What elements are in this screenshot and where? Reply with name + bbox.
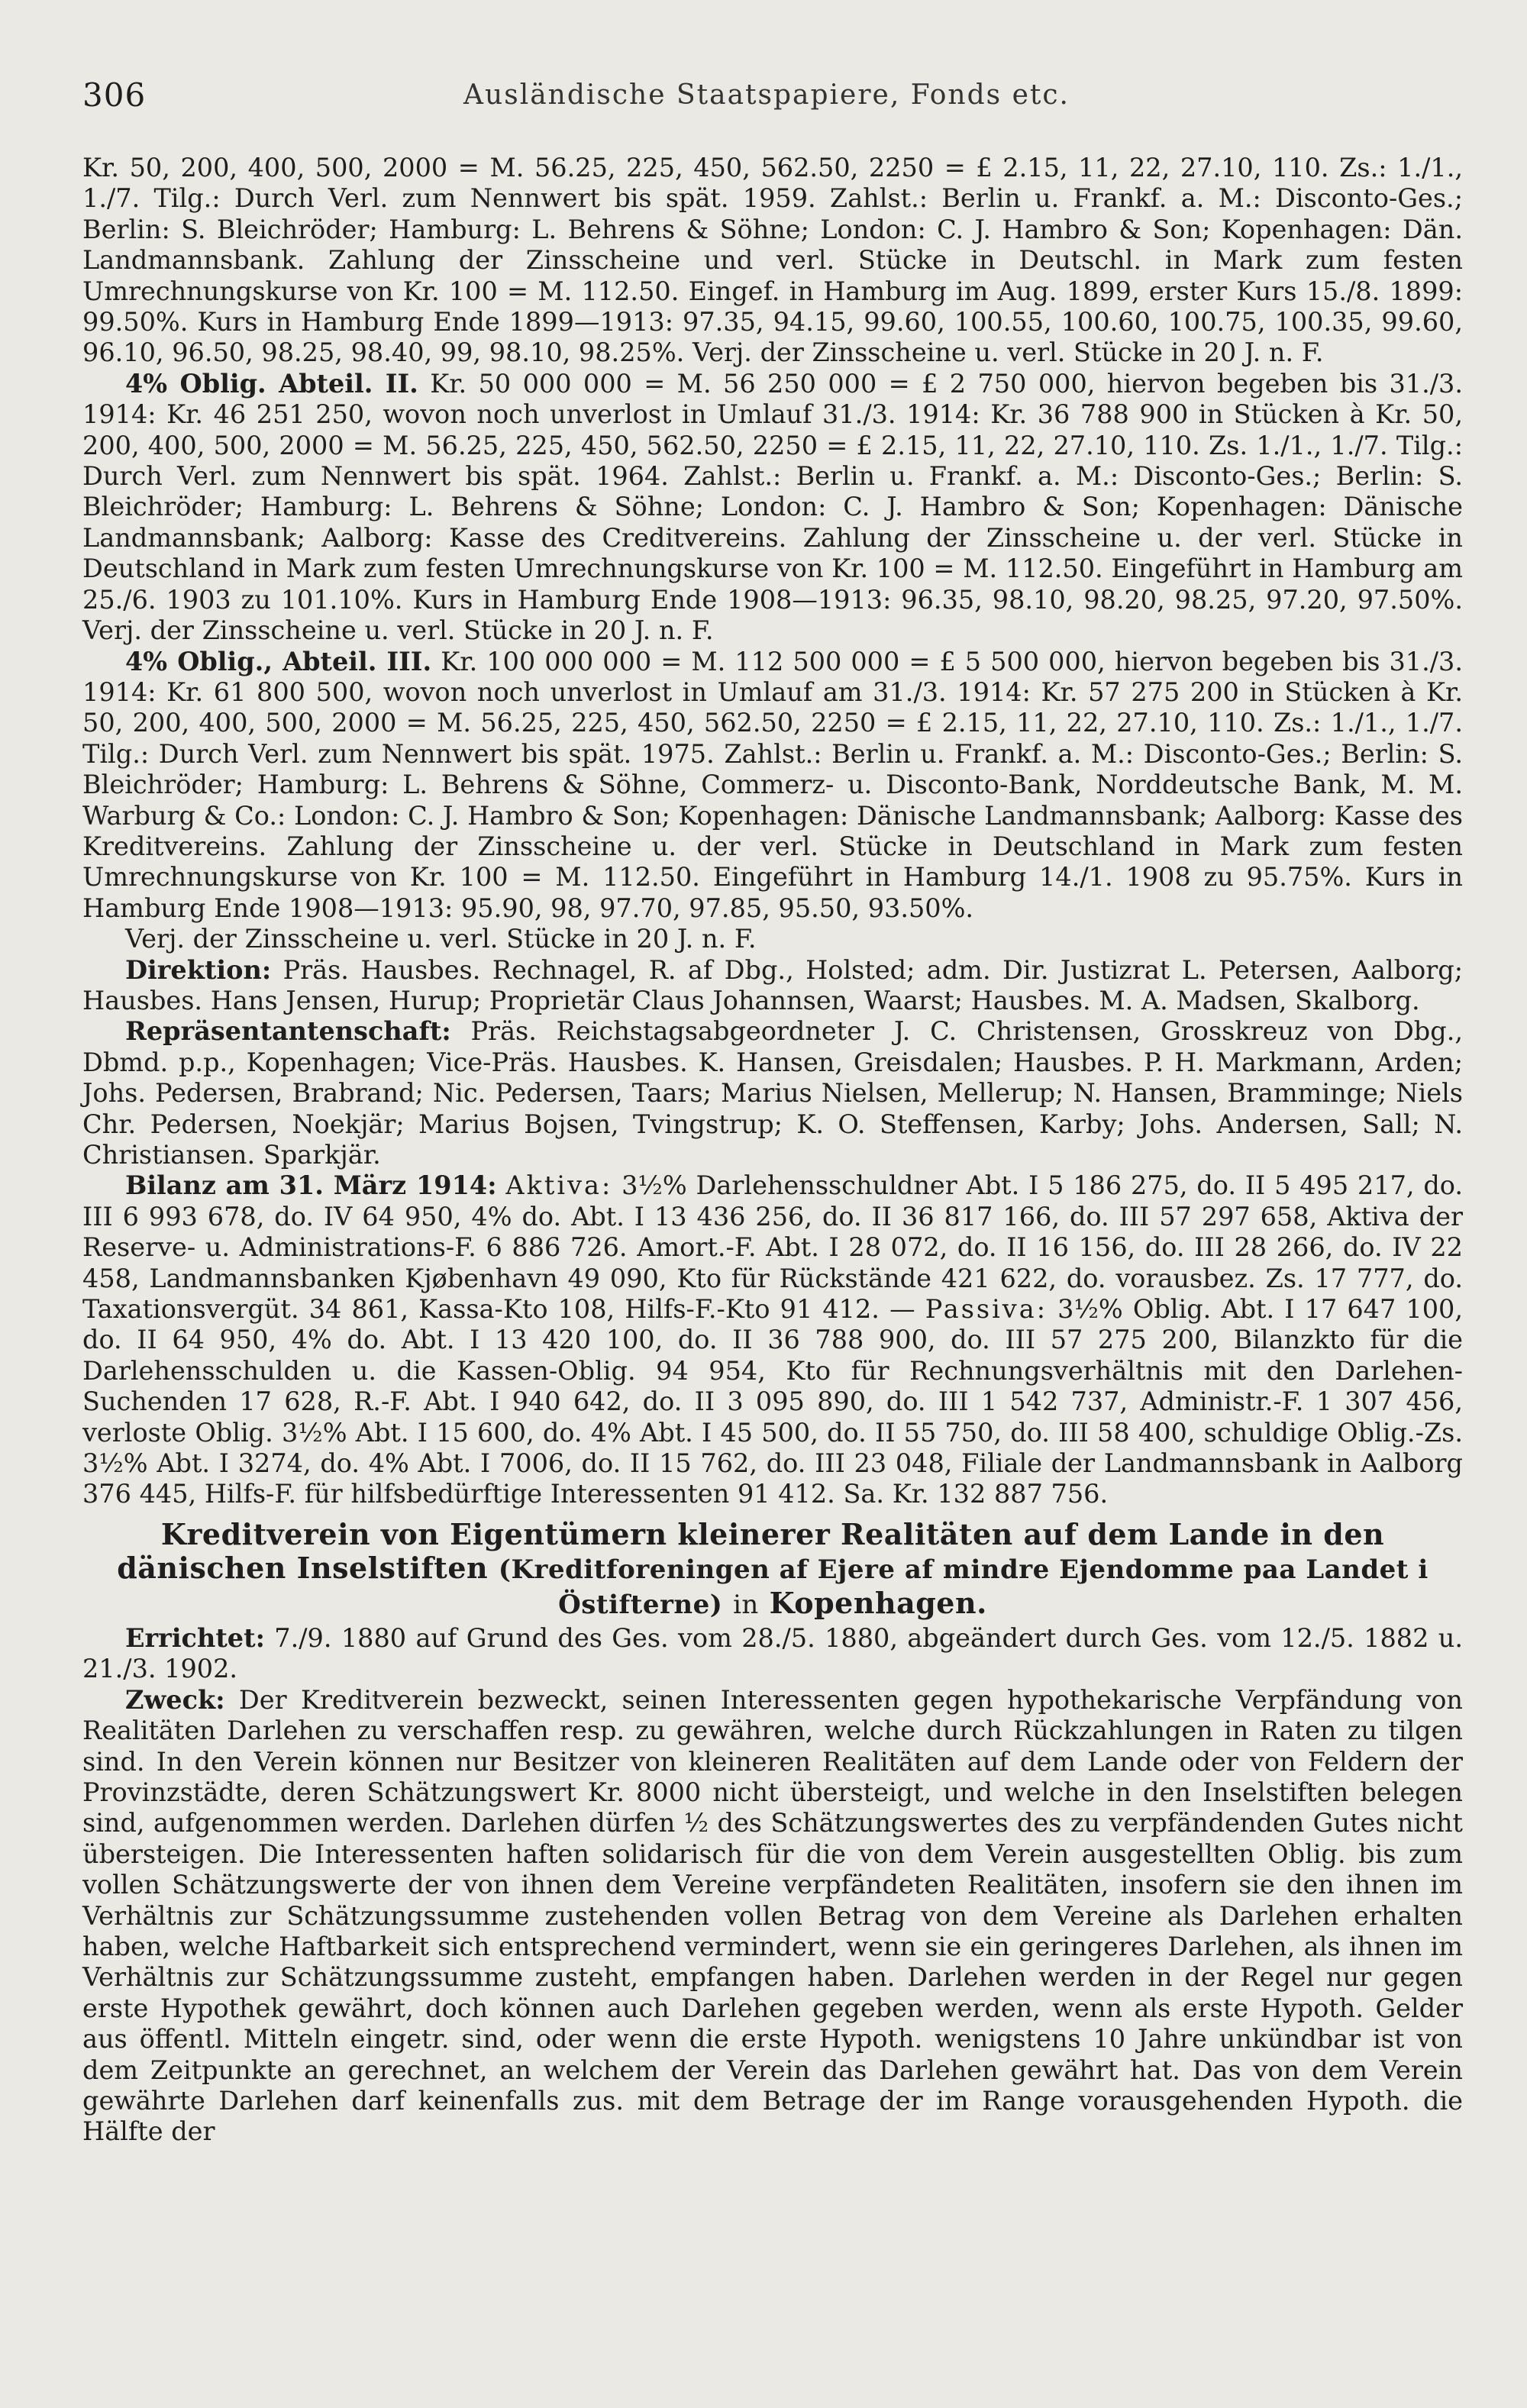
passiva-label: Passiva:: [925, 1294, 1048, 1325]
errichtet-text: 7./9. 1880 auf Grund des Ges. vom 28./5. 1880, abgeändert durch Ges. vom 12./5. 1882 u. 21./3. 1902.: [82, 1622, 1463, 1684]
direktion-paragraph: [82, 955, 1463, 1017]
oblig-abteil-2-paragraph: [82, 369, 1463, 647]
page-body: [82, 153, 1463, 2148]
passiva-text: 3½% Oblig. Abt. I 17 647 100, do. II 64 950, 4% do. Abt. I 13 420 100, do. II 36 788 900, do. III 57 275 200, Bilanzkto für die Darlehensschulden u. die Kassen-Oblig. 94 954, Kto für Rechnungsverhältnis mit den Darlehen-Suchenden 17 628, R.-F. Abt. I 940 642, do. II 3 095 890, do. III 1 542 737, Administr.-F. 1 307 456, verloste Oblig. 3½% Abt. I 15 600, do. 4% Abt. I 45 500, do. II 55 750, do. III 58 400, schuldige Oblig.-Zs. 3½% Abt. I 3274, do. 4% Abt. I 7006, do. II 15 762, do. III 23 048, Filiale der Landmannsbank in Aalborg 376 445, Hilfs-F. für hilfsbedürftige Interessenten 91 412. Sa. Kr. 132 887 756.: [82, 1294, 1464, 1509]
page-number: 306: [82, 76, 147, 114]
page-header: [82, 76, 1451, 122]
direktion-text: Präs. Hausbes. Rechnagel, R. af Dbg., Holsted; adm. Dir. Justizrat L. Petersen, Aalborg; Hausbes. Hans Jensen, Hurup; Proprietär Claus Johannsen, Waarst; Hausbes. M. A. Madsen, Skalborg.: [82, 954, 1463, 1015]
bilanz-label: Bilanz am 31. März 1914:: [125, 1170, 497, 1201]
zweck-paragraph: [82, 1685, 1463, 2148]
oblig-abteil-3-text: Kr. 100 000 000 = M. 112 500 000 = £ 5 500 000, hiervon begeben bis 31./3. 1914: Kr. 61 800 500, wovon noch unverlost in Umlauf am 31./3. 1914: Kr. 57 275 200 in Stücken à Kr. 50, 200, 400, 500, 2000 = M. 56.25, 225, 450, 562.50, 2250 = £ 2.15, 11, 22, 27.10, 110. Zs.: 1./1., 1./7. Tilg.: Durch Verl. zum Nennwert bis spät. 1975. Zahlst.: Berlin u. Frankf. a. M.: Disconto-Ges.; Berlin: S. Bleichröder; Hamburg: L. Behrens & Söhne, Commerz- u. Disconto-Bank, Norddeutsche Bank, M. M. Warburg & Co.: London: C. J. Hambro & Son; Kopenhagen: Dänische Landmannsbank; Aalborg: Kasse des Kreditvereins. Zahlung der Zinsscheine u. der verl. Stücke in Deutschland in Mark zum festen Umrechnungskurse von Kr. 100 = M. 112.50. Eingeführt in Hamburg 14./1. 1908 zu 95.75%. Kurs in Hamburg Ende 1908—1913: 95.90, 98, 97.70, 97.85, 95.50, 93.50%.: [82, 646, 1463, 923]
zweck-text: Der Kreditverein bezweckt, seinen Interessenten gegen hypothekarische Verpfändung von Realitäten Darlehen zu verschaffen resp. zu gewähren, welche durch Rückzahlungen in Raten zu tilgen sind. In den Verein können nur Besitzer von kleineren Realitäten auf dem Lande oder von Feldern der Provinzstädte, deren Schätzungswert Kr. 8000 nicht übersteigt, und welche in den Inselstiften belegen sind, aufgenommen werden. Darlehen dürfen ½ des Schätzungswertes des zu verpfändenden Gutes nicht übersteigen. Die Interessenten haften solidarisch für die von dem Verein ausgestellten Oblig. bis zum vollen Schätzungswerte der von ihnen dem Vereine verpfändeten Realitäten, insofern sie den ihnen im Verhältnis zur Schätzungssumme zustehenden vollen Betrag von dem Vereine als Darlehen erhalten haben, welche Haftbarkeit sich entsprechend vermindert, wenn sie ein geringeres Darlehen, als ihnen im Verhältnis zur Schätzungssumme zusteht, empfangen haben. Darlehen werden in der Regel nur gegen erste Hypothek gewährt, doch können auch Darlehen gegeben werden, wenn als erste Hypoth. Gelder aus öffentl. Mitteln eingetr. sind, oder wenn die erste Hypoth. wenigstens 10 Jahre unkündbar ist von dem Zeitpunkte an gerechnet, an welchem der Verein das Darlehen gewährt hat. Das von dem Verein gewährte Darlehen darf keinenfalls zus. mit dem Betrage der im Range vorausgehenden Hypoth. die Hälfte der: [82, 1684, 1463, 2147]
kreditverein-heading: [82, 1518, 1463, 1622]
repraesentantenschaft-label: Repräsentantenschaft:: [125, 1016, 451, 1047]
repraesentantenschaft-text: Präs. Reichstagsabgeordneter J. C. Christensen, Grosskreuz von Dbg., Dbmd. p.p., Kopenhagen; Vice-Präs. Hausbes. K. Hansen, Greisdalen; Hausbes. P. H. Markmann, Arden; Johs. Pedersen, Brabrand; Nic. Pedersen, Taars; Marius Nielsen, Mellerup; N. Hansen, Bramminge; Niels Chr. Pedersen, Noekjär; Marius Bojsen, Tvingstrup; K. O. Steffensen, Karby; Johs. Andersen, Sall; N. Christiansen. Sparkjär.: [82, 1016, 1463, 1170]
errichtet-paragraph: [82, 1623, 1463, 1685]
kreditverein-title-in: in: [733, 1589, 759, 1620]
intro-paragraph: Kr. 50, 200, 400, 500, 2000 = M. 56.25, 225, 450, 562.50, 2250 = £ 2.15, 11, 22, 27.10, 110. Zs.: 1./1., 1./7. Tilg.: Durch Verl. zum Nennwert bis spät. 1959. Zahlst.: Berlin u. Frankf. a. M.: Disconto-Ges.; Berlin: S. Bleichröder; Hamburg: L. Behrens & Söhne; London: C. J. Hambro & Son; Kopenhagen: Dän. Landmannsbank. Zahlung der Zinsscheine und verl. Stücke in Deutschl. in Mark zum festen Umrechnungskurse von Kr. 100 = M. 112.50. Eingef. in Hamburg im Aug. 1899, erster Kurs 15./8. 1899: 99.50%. Kurs in Hamburg Ende 1899—1913: 97.35, 94.15, 99.60, 100.55, 100.60, 100.75, 100.35, 99.60, 96.10, 96.50, 98.25, 98.40, 99, 98.10, 98.25%. Verj. der Zinsscheine u. verl. Stücke in 20 J. n. F.: [82, 153, 1463, 368]
aktiva-label: Aktiva:: [505, 1170, 613, 1201]
aktiva-text: 3½% Darlehensschuldner Abt. I 5 186 275, do. II 5 495 217, do. III 6 993 678, do. IV 64 950, 4% do. Abt. I 13 436 256, do. II 36 817 166, do. III 57 297 658, Aktiva der Reserve- u. Administrations-F. 6 886 726. Amort.-F. Abt. I 28 072, do. II 16 156, do. III 28 266, do. IV 22 458, Landmannsbanken Kjøbenhavn 49 090, Kto für Rückstände 421 622, do. vorausbez. Zs. 17 777, do. Taxationsvergüt. 34 861, Kassa-Kto 108, Hilfs-F.-Kto 91 412. —: [82, 1170, 1463, 1325]
oblig-abteil-2-text: Kr. 50 000 000 = M. 56 250 000 = £ 2 750 000, hiervon begeben bis 31./3. 1914: Kr. 46 251 250, wovon noch unverlost in Umlauf 31./3. 1914: Kr. 36 788 900 in Stücken à Kr. 50, 200, 400, 500, 2000 = M. 56.25, 225, 450, 562.50, 2250 = £ 2.15, 11, 22, 27.10, 110. Zs. 1./1., 1./7. Tilg.: Durch Verl. zum Nennwert bis spät. 1964. Zahlst.: Berlin u. Frankf. a. M.: Disconto-Ges.; Berlin: S. Bleichröder; Hamburg: L. Behrens & Söhne; London: C. J. Hambro & Son; Kopenhagen: Dänische Landmannsbank; Aalborg: Kasse des Creditvereins. Zahlung der Zinsscheine u. der verl. Stücke in Deutschland in Mark zum festen Umrechnungskurse von Kr. 100 = M. 112.50. Eingeführt in Hamburg am 25./6. 1903 zu 101.10%. Kurs in Hamburg Ende 1908—1913: 96.35, 98.10, 98.20, 98.25, 97.20, 97.50%. Verj. der Zinsscheine u. verl. Stücke in 20 J. n. F.: [82, 368, 1463, 646]
bilanz-paragraph: [82, 1170, 1463, 1509]
zweck-label: Zweck:: [125, 1684, 225, 1715]
oblig-abteil-2-heading: 4% Oblig. Abteil. II.: [125, 368, 418, 399]
kreditverein-subtitle: (Kreditforeningen af Ejere af mindre Ejendomme paa Landet i Östifterne): [498, 1554, 1429, 1620]
running-title: Ausländische Staatspapiere, Fonds etc.: [463, 79, 1070, 111]
repraesentantenschaft-paragraph: [82, 1016, 1463, 1170]
direktion-label: Direktion:: [125, 954, 272, 985]
oblig-abteil-3-paragraph: [82, 647, 1463, 925]
oblig-abteil-3-heading: 4% Oblig., Abteil. III.: [125, 646, 432, 676]
oblig-abteil-3-verjaehrung: Verj. der Zinsscheine u. verl. Stücke in 20 J. n. F.: [125, 924, 757, 954]
errichtet-label: Errichtet:: [125, 1622, 265, 1653]
kreditverein-title: Kreditverein von Eigentümern kleinerer Realitäten auf dem Lande in den dänischen Inselstiften: [117, 1516, 1385, 1585]
kreditverein-city: Kopenhagen.: [769, 1585, 987, 1620]
